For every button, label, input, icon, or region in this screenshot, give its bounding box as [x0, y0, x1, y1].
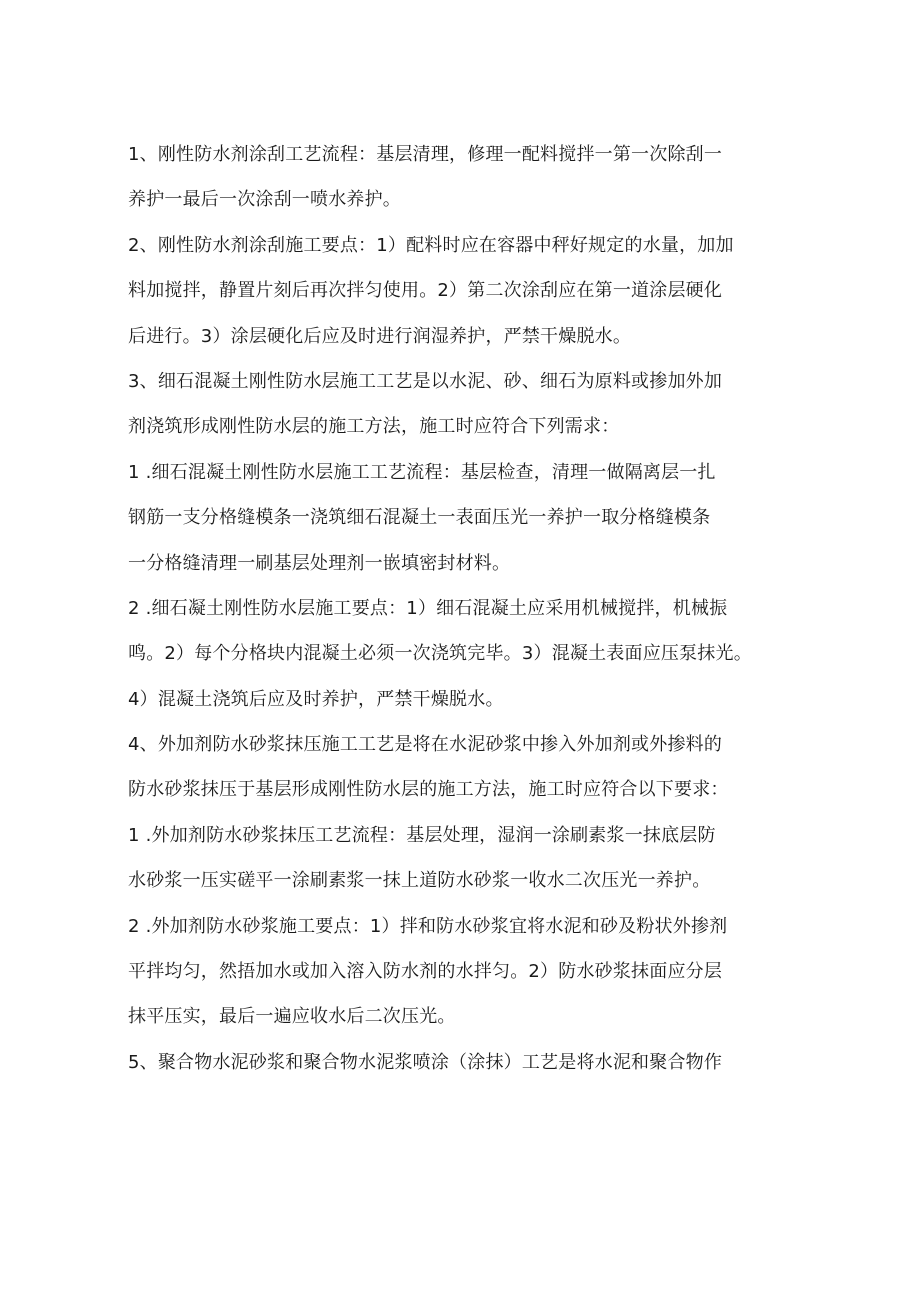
text-line-7: 剂浇筑形成刚性防水层的施工方法，施工时应符合下列需求：: [128, 416, 620, 438]
text-line-16: 1 .外加剂防水砂浆抹压工艺流程：基层处理，湿润一涂刷素浆一抹底层防: [128, 824, 716, 846]
text-line-21: 5、聚合物水泥砂浆和聚合物水泥浆喷涂（涂抹）工艺是将水泥和聚合物作: [128, 1051, 723, 1073]
text-line-14: 4、外加剂防水砂浆抹压施工工艺是将在水泥砂浆中掺入外加剂或外掺料的: [128, 734, 723, 756]
text-line-1: 1、刚性防水剂涂刮工艺流程：基层清理，修理一配料搅拌一第一次除刮一: [128, 144, 723, 165]
text-line-17: 水砂浆一压实磋平一涂刷素浆一抹上道防水砂浆一收水二次压光一养护。: [128, 870, 711, 892]
text-line-12: 鸣。2）每个分格块内混凝土必须一次浇筑完毕。3）混凝土表面应压泵抹光。: [128, 643, 752, 665]
text-line-9: 钢筋一支分格缝模条一浇筑细石混凝土一表面压光一养护一取分格缝模条: [128, 507, 711, 529]
text-line-6: 3、细石混凝土刚性防水层施工工艺是以水泥、砂、细石为原料或掺加外加: [128, 370, 723, 392]
text-line-10: 一分格缝清理一刷基层处理剂一嵌填密封材料。: [128, 552, 511, 574]
text-line-18: 2 .外加剂防水砂浆施工要点：1）拌和防水砂浆宜将水泥和砂及粉状外掺剂: [128, 915, 728, 937]
text-line-4: 料加搅拌，静置片刻后再次拌匀使用。2）第二次涂刮应在第一道涂层硬化: [128, 280, 723, 302]
text-line-5: 后进行。3）涂层硬化后应及时进行润湿养护，严禁干燥脱水。: [128, 325, 632, 347]
text-line-15: 防水砂浆抹压于基层形成刚性防水层的施工方法，施工时应符合以下要求：: [128, 779, 729, 801]
text-line-11: 2 .细石凝土刚性防水层施工要点：1）细石混凝土应采用机械搅拌，机械振: [128, 597, 728, 619]
text-line-8: 1 .细石混凝土刚性防水层施工工艺流程：基层检查，清理一做隔离层一扎: [128, 461, 716, 483]
text-line-3: 2、刚性防水剂涂刮施工要点：1）配料时应在容器中秤好规定的水量，加加: [128, 234, 734, 256]
text-line-13: 4）混凝土浇筑后应及时养护，严禁干燥脱水。: [128, 688, 504, 710]
text-line-20: 抹平压实，最后一遍应收水后二次压光。: [128, 1006, 456, 1028]
document-body: [128, 132, 798, 1085]
text-line-2: 养护一最后一次涂刮一喷水养护。: [128, 189, 401, 211]
text-line-19: 平拌均匀，然捂加水或加入溶入防水剂的水拌匀。2）防水砂浆抹面应分层: [128, 961, 723, 983]
